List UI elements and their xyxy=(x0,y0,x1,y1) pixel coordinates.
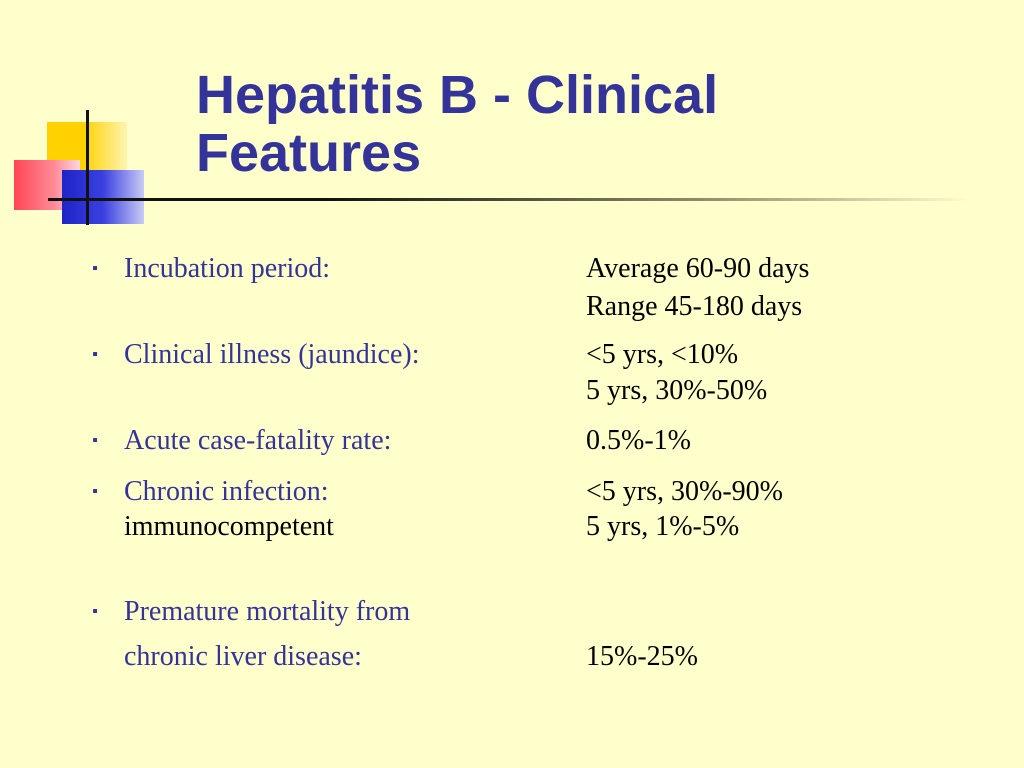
item-label: Chronic infection: xyxy=(124,476,329,507)
item-label: Premature mortality from xyxy=(124,596,411,627)
bullet-icon: ▪ xyxy=(92,260,98,277)
item-value: 15%-25% xyxy=(586,641,698,672)
logo-decoration xyxy=(0,0,200,240)
item-label: Incubation period: xyxy=(124,253,331,284)
bullet-icon: ▪ xyxy=(92,603,98,620)
slide-title xyxy=(196,66,976,182)
item-value: 0.5%-1% xyxy=(586,425,691,456)
bullet-icon: ▪ xyxy=(92,432,98,449)
item-label: Acute case-fatality rate: xyxy=(124,425,392,456)
vertical-rule xyxy=(86,110,89,225)
item-value: Average 60-90 days xyxy=(586,253,810,284)
title-underline xyxy=(48,198,972,201)
slide-title-line-1: Hepatitis B - Clinical xyxy=(196,65,719,125)
item-value: 5 yrs, 1%-5% xyxy=(586,511,740,542)
bullet-icon: ▪ xyxy=(92,346,98,363)
item-value: Range 45-180 days xyxy=(586,291,803,322)
blue-square-icon xyxy=(62,170,144,224)
item-sublabel: immunocompetent xyxy=(124,511,334,542)
bullet-icon: ▪ xyxy=(92,483,98,500)
item-value: <5 yrs, <10% xyxy=(586,339,739,370)
slide-title-line-2: Features xyxy=(196,123,422,183)
item-value: <5 yrs, 30%-90% xyxy=(586,476,783,507)
item-value: 5 yrs, 30%-50% xyxy=(586,375,768,406)
item-label-line-2: chronic liver disease: xyxy=(124,641,362,672)
item-label: Clinical illness (jaundice): xyxy=(124,339,420,370)
